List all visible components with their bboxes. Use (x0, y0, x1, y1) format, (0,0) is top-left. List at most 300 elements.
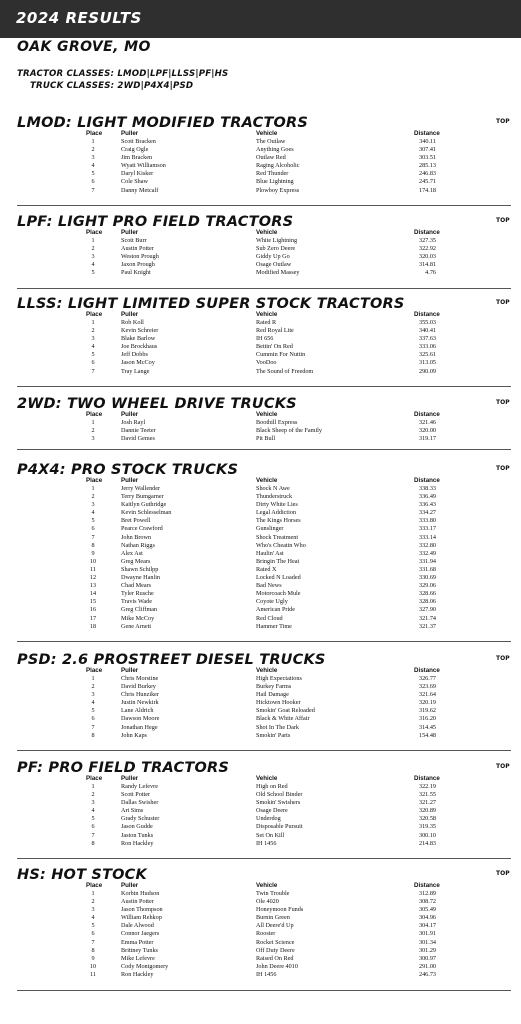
results-table (0, 783, 521, 848)
cell-puller: Art Sims (121, 807, 144, 815)
back-to-top-link[interactable]: TOP (496, 763, 510, 770)
section-divider (17, 641, 511, 642)
section-divider (17, 990, 511, 991)
column-header-distance: Distance (414, 411, 440, 418)
column-header-place: Place (86, 229, 103, 236)
section-title: 2WD: TWO WHEEL DRIVE TRUCKS (17, 396, 297, 412)
table-row (0, 832, 521, 840)
back-to-top-link[interactable]: TOP (496, 655, 510, 662)
cell-vehicle: Burkey Farms (256, 683, 292, 691)
cell-place: 12 (89, 574, 97, 582)
table-row (0, 732, 521, 740)
table-row (0, 419, 521, 427)
cell-vehicle: Sub Zero Deere (256, 245, 296, 253)
cell-puller: Josh Rayl (121, 419, 146, 426)
cell-puller: Dallas Swisher (121, 799, 159, 807)
cell-puller: Daryl Kisker (121, 170, 154, 178)
results-table (0, 237, 521, 277)
table-row (0, 799, 521, 807)
table-row (0, 269, 521, 277)
cell-place: 2 (91, 898, 95, 906)
cell-puller: Shawn Schilpp (121, 565, 159, 573)
section-divider (17, 386, 511, 387)
cell-puller: Cole Shaw (121, 178, 148, 186)
cell-place: 4 (91, 699, 95, 707)
table-row (0, 509, 521, 517)
table-row (0, 947, 521, 955)
cell-puller: Ron Hackley (121, 970, 154, 978)
cell-place: 3 (91, 335, 95, 343)
cell-place: 3 (91, 906, 95, 914)
cell-puller: Jaston Tunks (121, 831, 154, 839)
cell-puller: Randy Lefevre (121, 783, 158, 790)
column-header-distance: Distance (414, 130, 440, 137)
cell-distance: 325.61 (418, 351, 436, 359)
cell-distance: 291.00 (418, 962, 436, 970)
cell-vehicle: Bad News (256, 582, 282, 590)
cell-puller: Dwayne Hanlin (121, 574, 161, 582)
cell-vehicle: Smokin' Swishers (256, 799, 301, 807)
table-row (0, 368, 521, 376)
cell-distance: 336.43 (418, 501, 436, 509)
table-row (0, 427, 521, 435)
column-header-vehicle: Vehicle (256, 130, 278, 137)
cell-place: 8 (91, 839, 95, 847)
cell-distance: 321.74 (418, 614, 436, 622)
cell-place: 1 (91, 783, 95, 790)
cell-vehicle: IH 1456 (256, 970, 277, 978)
cell-distance: 214.83 (418, 839, 436, 847)
cell-place: 5 (91, 707, 95, 715)
cell-distance: 305.49 (418, 906, 436, 914)
cell-place: 8 (91, 541, 95, 549)
section-title: LLSS: LIGHT LIMITED SUPER STOCK TRACTORS (17, 296, 405, 312)
cell-puller: Connor Jaegers (121, 930, 160, 938)
table-row (0, 823, 521, 831)
section-title: LPF: LIGHT PRO FIELD TRACTORS (17, 214, 294, 230)
cell-puller: Travis Wade (121, 598, 152, 606)
table-row (0, 615, 521, 623)
cell-place: 6 (91, 930, 95, 938)
results-table (0, 319, 521, 376)
cell-vehicle: Rated R (256, 319, 277, 326)
table-row (0, 971, 521, 979)
cell-place: 2 (91, 146, 95, 154)
cell-place: 11 (90, 565, 96, 573)
cell-place: 7 (91, 186, 95, 194)
cell-place: 10 (89, 557, 97, 565)
cell-vehicle: Set On Kill (256, 831, 285, 839)
cell-vehicle: Rocket Science (256, 938, 295, 946)
cell-vehicle: Osage Outlaw (256, 261, 292, 269)
cell-puller: Emma Potter (121, 938, 154, 946)
table-row (0, 930, 521, 938)
cell-distance: 333.14 (418, 533, 436, 541)
cell-distance: 321.27 (418, 799, 436, 807)
table-row (0, 138, 521, 146)
cell-place: 5 (91, 170, 95, 178)
cell-place: 3 (91, 435, 95, 443)
results-table (0, 138, 521, 195)
cell-place: 4 (91, 914, 95, 922)
column-header-puller: Puller (121, 775, 139, 782)
column-header-distance: Distance (414, 775, 440, 782)
cell-place: 3 (91, 253, 95, 261)
back-to-top-link[interactable]: TOP (496, 299, 510, 306)
cell-vehicle: Red Thunder (256, 170, 289, 178)
table-row (0, 707, 521, 715)
cell-place: 5 (91, 269, 95, 277)
table-row (0, 319, 521, 327)
cell-distance: 308.72 (418, 898, 436, 906)
cell-puller: David Gemes (121, 435, 155, 443)
cell-place: 1 (91, 237, 95, 244)
cell-puller: Jason Thompson (121, 906, 163, 914)
table-row (0, 550, 521, 558)
cell-distance: 245.71 (418, 178, 436, 186)
cell-place: 9 (91, 549, 95, 557)
column-header-place: Place (86, 775, 103, 782)
table-row (0, 146, 521, 154)
cell-vehicle: Black Sheep of the Family (256, 427, 322, 435)
cell-vehicle: Who's Cheatin Who (256, 541, 306, 549)
cell-place: 7 (91, 938, 95, 946)
cell-place: 5 (91, 351, 95, 359)
cell-distance: 285.13 (418, 162, 436, 170)
cell-distance: 340.11 (419, 138, 436, 145)
cell-place: 4 (91, 509, 95, 517)
page-title: 2024 RESULTS (16, 9, 142, 27)
cell-puller: Paul Knight (121, 269, 151, 277)
cell-vehicle: White Lightning (256, 237, 298, 244)
cell-distance: 327.35 (418, 237, 436, 244)
results-table (0, 485, 521, 631)
table-row (0, 715, 521, 723)
cell-distance: 329.06 (418, 582, 436, 590)
table-row (0, 582, 521, 590)
cell-distance: 312.89 (418, 890, 436, 897)
results-table (0, 675, 521, 740)
column-header-vehicle: Vehicle (256, 882, 278, 889)
cell-puller: Craig Ogle (121, 146, 149, 154)
table-row (0, 724, 521, 732)
cell-distance: 319.35 (418, 823, 436, 831)
table-row (0, 162, 521, 170)
cell-distance: 321.55 (418, 791, 436, 799)
cell-puller: Scott Potter (121, 791, 151, 799)
cell-vehicle: Coyote Ugly (256, 598, 288, 606)
cell-distance: 174.18 (418, 186, 436, 194)
cell-puller: Korbin Hudson (121, 890, 160, 897)
cell-place: 4 (91, 162, 95, 170)
cell-distance: 327.90 (418, 606, 436, 614)
cell-distance: 319.62 (418, 707, 436, 715)
cell-place: 4 (91, 343, 95, 351)
cell-distance: 322.92 (418, 245, 436, 253)
table-row (0, 963, 521, 971)
cell-vehicle: Modified Massey (256, 269, 300, 277)
table-row (0, 525, 521, 533)
table-row (0, 343, 521, 351)
cell-place: 15 (89, 598, 97, 606)
cell-puller: Tray Lange (121, 367, 150, 375)
cell-vehicle: Blue Lightning (256, 178, 294, 186)
cell-vehicle: Rated X (256, 565, 277, 573)
cell-distance: 333.17 (418, 525, 436, 533)
cell-vehicle: Pit Bull (256, 435, 276, 443)
section-title: HS: HOT STOCK (17, 867, 147, 883)
cell-place: 7 (91, 367, 95, 375)
cell-puller: Grady Schuster (121, 815, 160, 823)
cell-distance: 313.05 (418, 359, 436, 367)
cell-vehicle: Bettin' On Red (256, 343, 293, 351)
cell-vehicle: Plowboy Express (256, 186, 300, 194)
column-header-puller: Puller (121, 130, 139, 137)
cell-puller: Blake Barlow (121, 335, 156, 343)
column-header-distance: Distance (414, 477, 440, 484)
cell-puller: Jason Gudde (121, 823, 153, 831)
cell-distance: 290.09 (418, 367, 436, 375)
cell-distance: 337.63 (418, 335, 436, 343)
back-to-top-link[interactable]: TOP (496, 465, 510, 472)
cell-place: 1 (91, 890, 95, 897)
cell-place: 7 (91, 533, 95, 541)
cell-puller: Austin Potter (121, 898, 154, 906)
cell-place: 2 (91, 245, 95, 253)
cell-vehicle: Ole 4020 (256, 898, 279, 906)
cell-vehicle: Smokin' Goat Reloaded (256, 707, 315, 715)
cell-place: 8 (91, 946, 95, 954)
cell-puller: Jerry Wallender (121, 485, 161, 492)
cell-distance: 304.96 (418, 914, 436, 922)
cell-vehicle: Honeymoon Funds (256, 906, 304, 914)
table-row (0, 435, 521, 443)
table-row (0, 351, 521, 359)
cell-vehicle: Legal Addiction (256, 509, 297, 517)
cell-vehicle: Gunslinger (256, 525, 284, 533)
cell-vehicle: Raised On Red (256, 954, 294, 962)
cell-puller: Jaxon Prough (121, 261, 155, 269)
cell-puller: Kevin Schlesselman (121, 509, 172, 517)
cell-puller: Greg Mears (121, 557, 151, 565)
cell-distance: 322.19 (418, 783, 436, 790)
table-row (0, 327, 521, 335)
table-row (0, 906, 521, 914)
cell-place: 3 (91, 501, 95, 509)
cell-puller: Alex Ast (121, 549, 143, 557)
cell-distance: 301.34 (418, 938, 436, 946)
cell-distance: 300.97 (418, 954, 436, 962)
column-header-place: Place (86, 130, 103, 137)
cell-distance: 333.80 (418, 517, 436, 525)
cell-vehicle: Shock Treatment (256, 533, 299, 541)
cell-puller: Cody Montgomery (121, 962, 169, 970)
cell-vehicle: Burnin Green (256, 914, 290, 922)
cell-vehicle: John Deere 4010 (256, 962, 298, 970)
cell-puller: Scott Bracken (121, 138, 156, 145)
cell-place: 11 (90, 970, 96, 978)
results-table (0, 890, 521, 979)
cell-puller: Tyler Rusche (121, 590, 154, 598)
cell-distance: 328.66 (418, 590, 436, 598)
cell-distance: 246.73 (418, 970, 436, 978)
section-title: PF: PRO FIELD TRACTORS (17, 760, 229, 776)
cell-puller: Justin Newkirk (121, 699, 159, 707)
cell-distance: 4.76 (425, 269, 436, 277)
table-row (0, 178, 521, 186)
column-header-place: Place (86, 311, 103, 318)
column-header-vehicle: Vehicle (256, 477, 278, 484)
table-row (0, 783, 521, 791)
column-header-puller: Puller (121, 311, 139, 318)
cell-puller: Chad Mears (121, 582, 152, 590)
header-bar (0, 0, 521, 38)
cell-puller: Jim Bracken (121, 154, 153, 162)
section-divider (17, 205, 511, 206)
cell-place: 8 (91, 731, 95, 739)
cell-distance: 154.48 (418, 731, 436, 739)
table-row (0, 237, 521, 245)
cell-vehicle: Hammer Time (256, 622, 292, 630)
cell-vehicle: Dirty White Lies (256, 501, 298, 509)
cell-vehicle: Shock N Awe (256, 485, 290, 492)
cell-place: 5 (91, 815, 95, 823)
back-to-top-link[interactable]: TOP (496, 118, 510, 125)
cell-puller: Mike McCoy (121, 614, 155, 622)
column-header-place: Place (86, 477, 103, 484)
cell-place: 16 (89, 606, 97, 614)
cell-vehicle: Osage Deere (256, 807, 288, 815)
cell-vehicle: Off Duty Deere (256, 946, 295, 954)
cell-place: 4 (91, 807, 95, 815)
truck-classes-line: TRUCK CLASSES: 2WD|P4X4|PSD (30, 81, 194, 91)
section-title: LMOD: LIGHT MODIFIED TRACTORS (17, 115, 309, 131)
table-row (0, 566, 521, 574)
column-header-puller: Puller (121, 229, 139, 236)
table-row (0, 170, 521, 178)
cell-puller: Austin Potter (121, 245, 154, 253)
section-title: P4X4: PRO STOCK TRUCKS (17, 462, 239, 478)
cell-place: 7 (91, 831, 95, 839)
section-title: PSD: 2.6 PROSTREET DIESEL TRUCKS (17, 652, 326, 668)
cell-place: 2 (91, 327, 95, 335)
cell-distance: 301.29 (418, 946, 436, 954)
cell-vehicle: The Outlaw (256, 138, 286, 145)
cell-distance: 333.06 (418, 343, 436, 351)
cell-place: 3 (91, 799, 95, 807)
table-row (0, 253, 521, 261)
cell-distance: 334.27 (418, 509, 436, 517)
cell-puller: Rob Koll (121, 319, 144, 326)
cell-vehicle: IH 1456 (256, 839, 277, 847)
cell-puller: Dawson Moore (121, 715, 160, 723)
back-to-top-link[interactable]: TOP (496, 870, 510, 877)
table-row (0, 534, 521, 542)
cell-vehicle: Haulin' Ast (256, 549, 284, 557)
cell-puller: Mike Lefevre (121, 954, 155, 962)
cell-puller: Gene Arnett (121, 622, 152, 630)
section-divider (17, 449, 511, 450)
table-row (0, 485, 521, 493)
cell-vehicle: VooDoo (256, 359, 277, 367)
cell-vehicle: Cummin For Nuttin (256, 351, 306, 359)
cell-puller: Jeff Dobbs (121, 351, 148, 359)
cell-puller: John Brown (121, 533, 152, 541)
column-header-place: Place (86, 667, 103, 674)
cell-place: 5 (91, 922, 95, 930)
cell-vehicle: Red Royal Lite (256, 327, 294, 335)
cell-puller: David Burkey (121, 683, 156, 691)
cell-distance: 300.10 (418, 831, 436, 839)
cell-place: 4 (91, 261, 95, 269)
cell-distance: 301.91 (418, 930, 436, 938)
cell-distance: 340.41 (418, 327, 436, 335)
table-row (0, 606, 521, 614)
cell-puller: Joe Brockhaus (121, 343, 158, 351)
cell-place: 7 (91, 723, 95, 731)
cell-place: 1 (91, 675, 95, 682)
cell-puller: Jason McCoy (121, 359, 155, 367)
column-header-distance: Distance (414, 667, 440, 674)
cell-vehicle: Anything Goes (256, 146, 294, 154)
back-to-top-link[interactable]: TOP (496, 217, 510, 224)
cell-place: 13 (89, 582, 97, 590)
cell-vehicle: Black & White Affair (256, 715, 310, 723)
table-row (0, 245, 521, 253)
table-row (0, 590, 521, 598)
section-divider (17, 858, 511, 859)
cell-distance: 323.69 (418, 683, 436, 691)
cell-vehicle: Raging Alcoholic (256, 162, 300, 170)
cell-place: 6 (91, 359, 95, 367)
cell-distance: 328.06 (418, 598, 436, 606)
column-header-puller: Puller (121, 667, 139, 674)
cell-vehicle: Twin Trouble (256, 890, 290, 897)
column-header-vehicle: Vehicle (256, 229, 278, 236)
cell-vehicle: Motorcoach Mule (256, 590, 301, 598)
table-row (0, 675, 521, 683)
cell-vehicle: Disposable Pursuit (256, 823, 303, 831)
table-row (0, 815, 521, 823)
cell-distance: 320.89 (418, 807, 436, 815)
cell-place: 6 (91, 823, 95, 831)
cell-distance: 320.03 (418, 253, 436, 261)
cell-place: 6 (91, 178, 95, 186)
cell-place: 14 (89, 590, 97, 598)
table-row (0, 623, 521, 631)
table-row (0, 840, 521, 848)
cell-distance: 320.58 (418, 815, 436, 823)
cell-puller: Kevin Schreier (121, 327, 159, 335)
section-divider (17, 288, 511, 289)
cell-place: 2 (91, 427, 95, 435)
table-row (0, 574, 521, 582)
cell-place: 6 (91, 525, 95, 533)
back-to-top-link[interactable]: TOP (496, 399, 510, 406)
cell-vehicle: American Pride (256, 606, 296, 614)
cell-puller: Weston Prough (121, 253, 159, 261)
cell-vehicle: Thunderstruck (256, 493, 293, 501)
table-row (0, 261, 521, 269)
cell-vehicle: Smokin' Parts (256, 731, 291, 739)
cell-puller: Nathan Riggs (121, 541, 155, 549)
cell-vehicle: The Sound of Freedom (256, 367, 314, 375)
cell-distance: 326.77 (418, 675, 436, 682)
cell-vehicle: Shot In The Dark (256, 723, 300, 731)
cell-place: 1 (91, 485, 95, 492)
section-divider (17, 750, 511, 751)
table-row (0, 914, 521, 922)
